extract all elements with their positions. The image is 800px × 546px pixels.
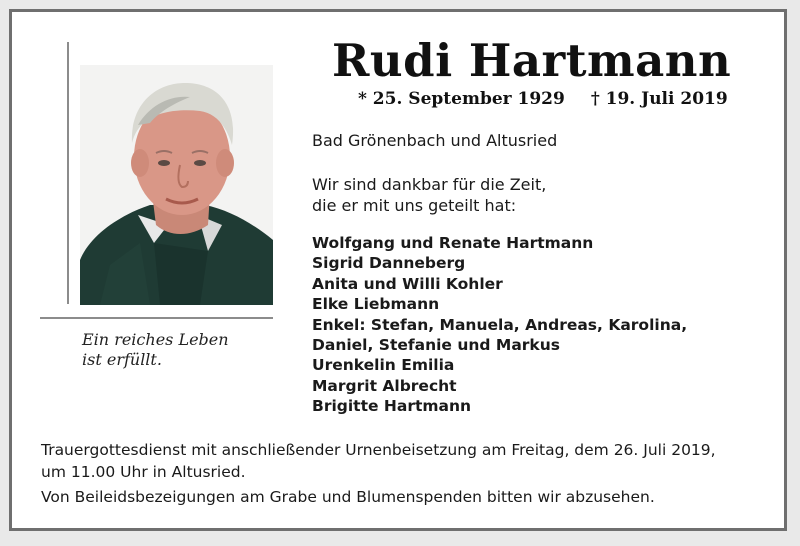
frame-horizontal-line bbox=[40, 317, 273, 319]
deceased-name: Rudi Hartmann bbox=[332, 34, 732, 87]
death-date: † 19. Juli 2019 bbox=[590, 89, 728, 109]
quote-line: Wir sind dankbar für die Zeit, bbox=[312, 175, 547, 194]
service-line: Trauergottesdienst mit anschließender Urnenbeisetzung am Freitag, dem 26. Juli 2019, bbox=[41, 441, 716, 459]
mourner-line: Elke Liebmann bbox=[312, 295, 440, 314]
mourner-line: Enkel: Stefan, Manuela, Andreas, Karolina, bbox=[312, 315, 688, 334]
gratitude-quote bbox=[312, 174, 546, 216]
mourner-line: Daniel, Stefanie und Markus bbox=[312, 336, 560, 355]
mourner-line: Urenkelin Emilia bbox=[312, 356, 455, 375]
funeral-service-info bbox=[41, 439, 771, 483]
mourners-list bbox=[312, 233, 687, 417]
motto bbox=[82, 330, 229, 370]
mourner-line: Brigitte Hartmann bbox=[312, 397, 472, 416]
portrait-photo-icon bbox=[80, 65, 273, 305]
service-line: um 11.00 Uhr in Altusried. bbox=[41, 463, 246, 481]
obituary-notice bbox=[9, 9, 787, 531]
mourner-line: Anita und Willi Kohler bbox=[312, 274, 503, 293]
portrait-photo bbox=[80, 65, 273, 305]
motto-line: Ein reiches Leben bbox=[82, 330, 229, 349]
mourner-line: Margrit Albrecht bbox=[312, 376, 457, 395]
mourner-line: Sigrid Danneberg bbox=[312, 254, 466, 273]
frame-vertical-line bbox=[67, 42, 69, 304]
motto-line: ist erfüllt. bbox=[82, 350, 162, 369]
condolence-note: Von Beileidsbezeigungen am Grabe und Blumenspenden bitten wir abzusehen. bbox=[41, 488, 655, 506]
quote-line: die er mit uns geteilt hat: bbox=[312, 196, 517, 215]
place-of-residence: Bad Grönenbach und Altusried bbox=[312, 131, 558, 150]
mourner-line: Wolfgang und Renate Hartmann bbox=[312, 234, 594, 252]
birth-date: * 25. September 1929 bbox=[358, 89, 565, 109]
life-dates bbox=[358, 88, 728, 110]
